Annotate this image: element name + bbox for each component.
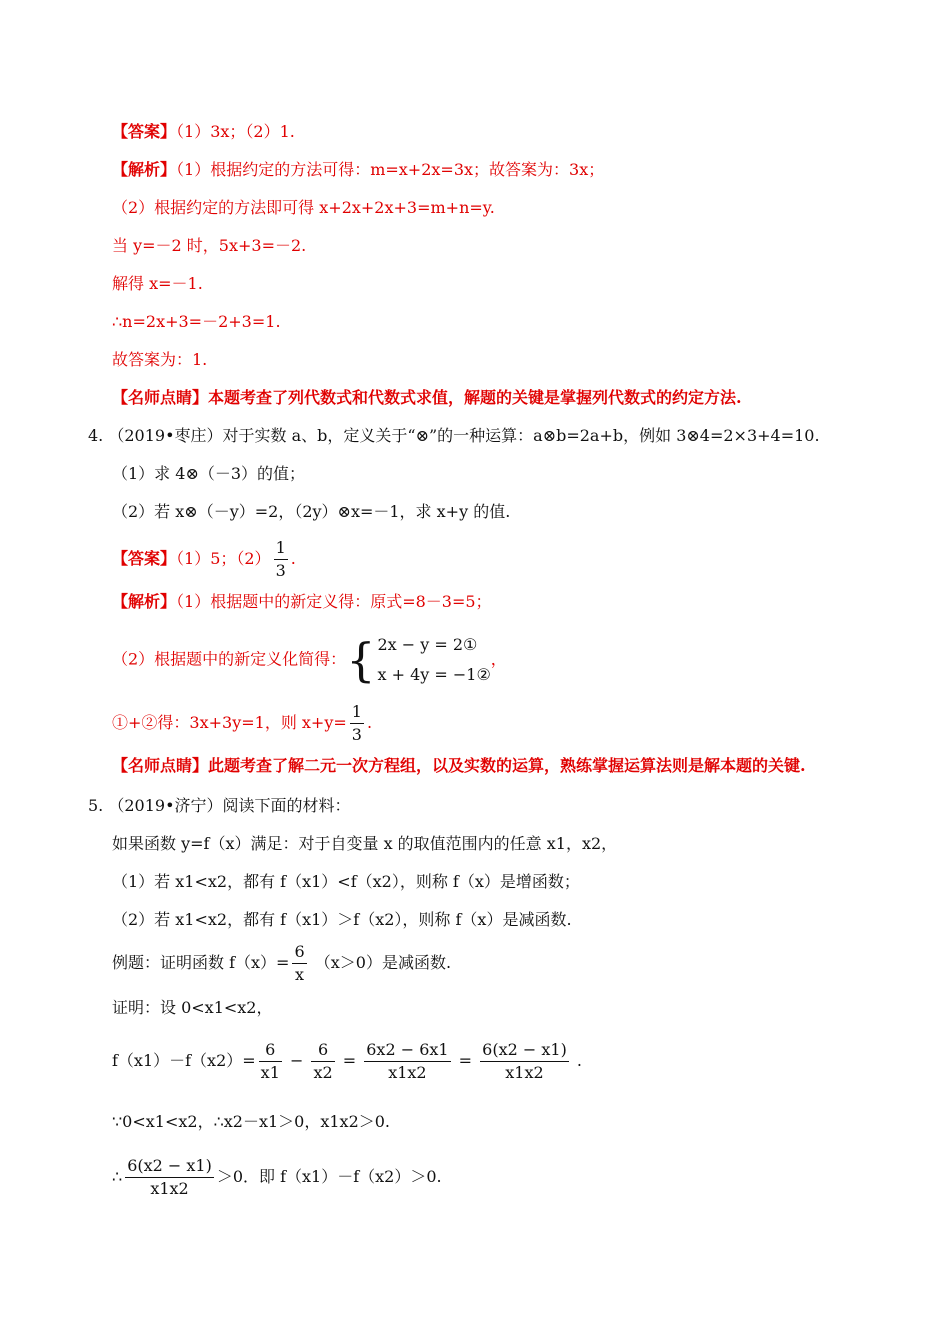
q4-part1: （1）求 4⊗（－3）的值； (112, 464, 306, 483)
q4-analysis (112, 592, 492, 612)
fraction-denominator: x1x2 (388, 1063, 427, 1082)
comment-text: 此题考查了解二元一次方程组，以及实数的运算，熟练掌握运算法则是解本题的关键. (208, 756, 806, 775)
q3-comment (112, 388, 742, 408)
step-prefix: （2）根据题中的新定义化简得： (112, 649, 347, 669)
q3-step-2: 当 y=－2 时，5x+3=－2. (112, 236, 307, 255)
question-text: （2019•济宁）阅读下面的材料： (108, 796, 351, 815)
q5-equation: f（x1）－f（x2）= $\frac{6}{x1}$ − $\frac{6}{x2}$ = $\frac{6x2 - 6x1}{x1x2}$ = $\frac{6(x2 - x1)}{x1x2}$ . (112, 1040, 582, 1082)
comment-tag: 【名师点睛】 (112, 388, 209, 407)
q5-because: ∵0<x1<x2，∴x2－x1＞0，x1x2＞0. (112, 1112, 391, 1131)
q3-step-1: （2）根据约定的方法即可得 x+2x+2x+3=m+n=y. (112, 198, 495, 217)
fraction-one-third (274, 538, 288, 581)
q4-comment (112, 756, 806, 776)
answer-tag: 【答案】 (112, 549, 177, 568)
analysis-text: （1）根据题中的新定义得：原式=8－3=5； (176, 592, 492, 611)
fraction-numerator: 6 (311, 1040, 334, 1062)
fraction-numerator: 1 (274, 538, 288, 560)
fraction-denominator: x (295, 965, 305, 984)
q5-stem (88, 796, 351, 816)
example-tail: （x＞0）是减函数. (314, 953, 452, 972)
q5-condition-2: （2）若 x1<x2，都有 f（x1）＞f（x2），则称 f（x）是减函数. (112, 910, 572, 929)
fraction-numerator: 6(x2 − x1) (480, 1040, 569, 1062)
q4-part2: （2）若 x⊗（－y）=2，（2y）⊗x=－1，求 x+y 的值. (112, 502, 511, 521)
analysis-tag: 【解析】 (112, 592, 177, 611)
question-text: （2019•枣庄）对于实数 a、b，定义关于“⊗”的一种运算：a⊗b=2a+b，例如 3⊗4=2×3+4=10. (108, 426, 820, 445)
fraction-denominator: 3 (351, 725, 362, 744)
answer-text: （1）5；（2） (176, 549, 271, 568)
fraction-one-third (350, 702, 364, 745)
therefore-tail: ＞0．即 f（x1）－f（x2）＞0. (216, 1167, 442, 1186)
step-tail: ， (490, 649, 507, 669)
fraction-denominator: x1x2 (150, 1179, 189, 1198)
q3-step-3: 解得 x=－1. (112, 274, 203, 293)
example-prefix: 例题：证明函数 f（x）= (112, 953, 290, 972)
q5-example (112, 942, 451, 985)
q5-proof: 证明：设 0<x1<x2， (112, 998, 273, 1017)
fraction-numerator: 6 (292, 942, 306, 964)
answer-text: （1）3x；（2）1. (176, 122, 295, 141)
q4-step-2 (112, 630, 507, 690)
fraction-2 (311, 1040, 334, 1083)
therefore-symbol: ∴ (112, 1167, 123, 1186)
fraction-numerator: 6x2 − 6x1 (364, 1040, 450, 1062)
fraction-denominator: x1 (260, 1063, 280, 1082)
comment-text: 本题考查了列代数式和代数式求值，解题的关键是掌握列代数式的约定方法. (208, 388, 742, 407)
answer-tail: . (290, 549, 296, 568)
q3-answer (112, 122, 295, 142)
q3-step-5: 故答案为：1. (112, 350, 208, 369)
analysis-tag: 【解析】 (112, 160, 177, 179)
question-number: 5. (88, 796, 104, 815)
fraction-4 (480, 1040, 569, 1083)
equation-2: x + 4y = −1② (377, 665, 491, 684)
analysis-text: （1）根据约定的方法可得：m=x+2x=3x；故答案为：3x； (176, 160, 605, 179)
fraction-denominator: x2 (313, 1063, 333, 1082)
q5-therefore (112, 1156, 442, 1199)
fraction-1 (259, 1040, 282, 1083)
fraction-3 (364, 1040, 450, 1083)
q4-stem (88, 426, 820, 446)
step-tail: . (366, 713, 373, 732)
q4-answer (112, 538, 296, 581)
equation-tail: . (576, 1051, 582, 1070)
answer-tag: 【答案】 (112, 122, 177, 141)
fraction-denominator: 3 (275, 561, 286, 580)
q3-analysis (112, 160, 604, 180)
q4-step-3 (112, 702, 372, 745)
fraction-denominator: x1x2 (505, 1063, 544, 1082)
equation-lhs: f（x1）－f（x2）= (112, 1051, 256, 1070)
fraction-numerator: 6(x2 − x1) (125, 1156, 214, 1178)
question-number: 4. (88, 426, 104, 445)
fraction-numerator: 1 (350, 702, 364, 724)
fraction-5 (125, 1156, 214, 1199)
system-brace: { (346, 633, 376, 687)
step-prefix: ①+②得：3x+3y=1，则 x+y= (112, 713, 347, 732)
fraction-numerator: 6 (259, 1040, 282, 1062)
comment-tag: 【名师点睛】 (112, 756, 209, 775)
fraction-six-over-x (292, 942, 306, 985)
q3-step-4: ∴n=2x+3=－2+3=1. (112, 312, 281, 331)
q5-condition-1: （1）若 x1<x2，都有 f（x1）<f（x2），则称 f（x）是增函数； (112, 872, 580, 891)
q5-intro: 如果函数 y=f（x）满足：对于自变量 x 的取值范围内的任意 x1，x2， (112, 834, 618, 853)
equation-1: 2x − y = 2① (377, 635, 478, 654)
equation-system (377, 630, 490, 690)
